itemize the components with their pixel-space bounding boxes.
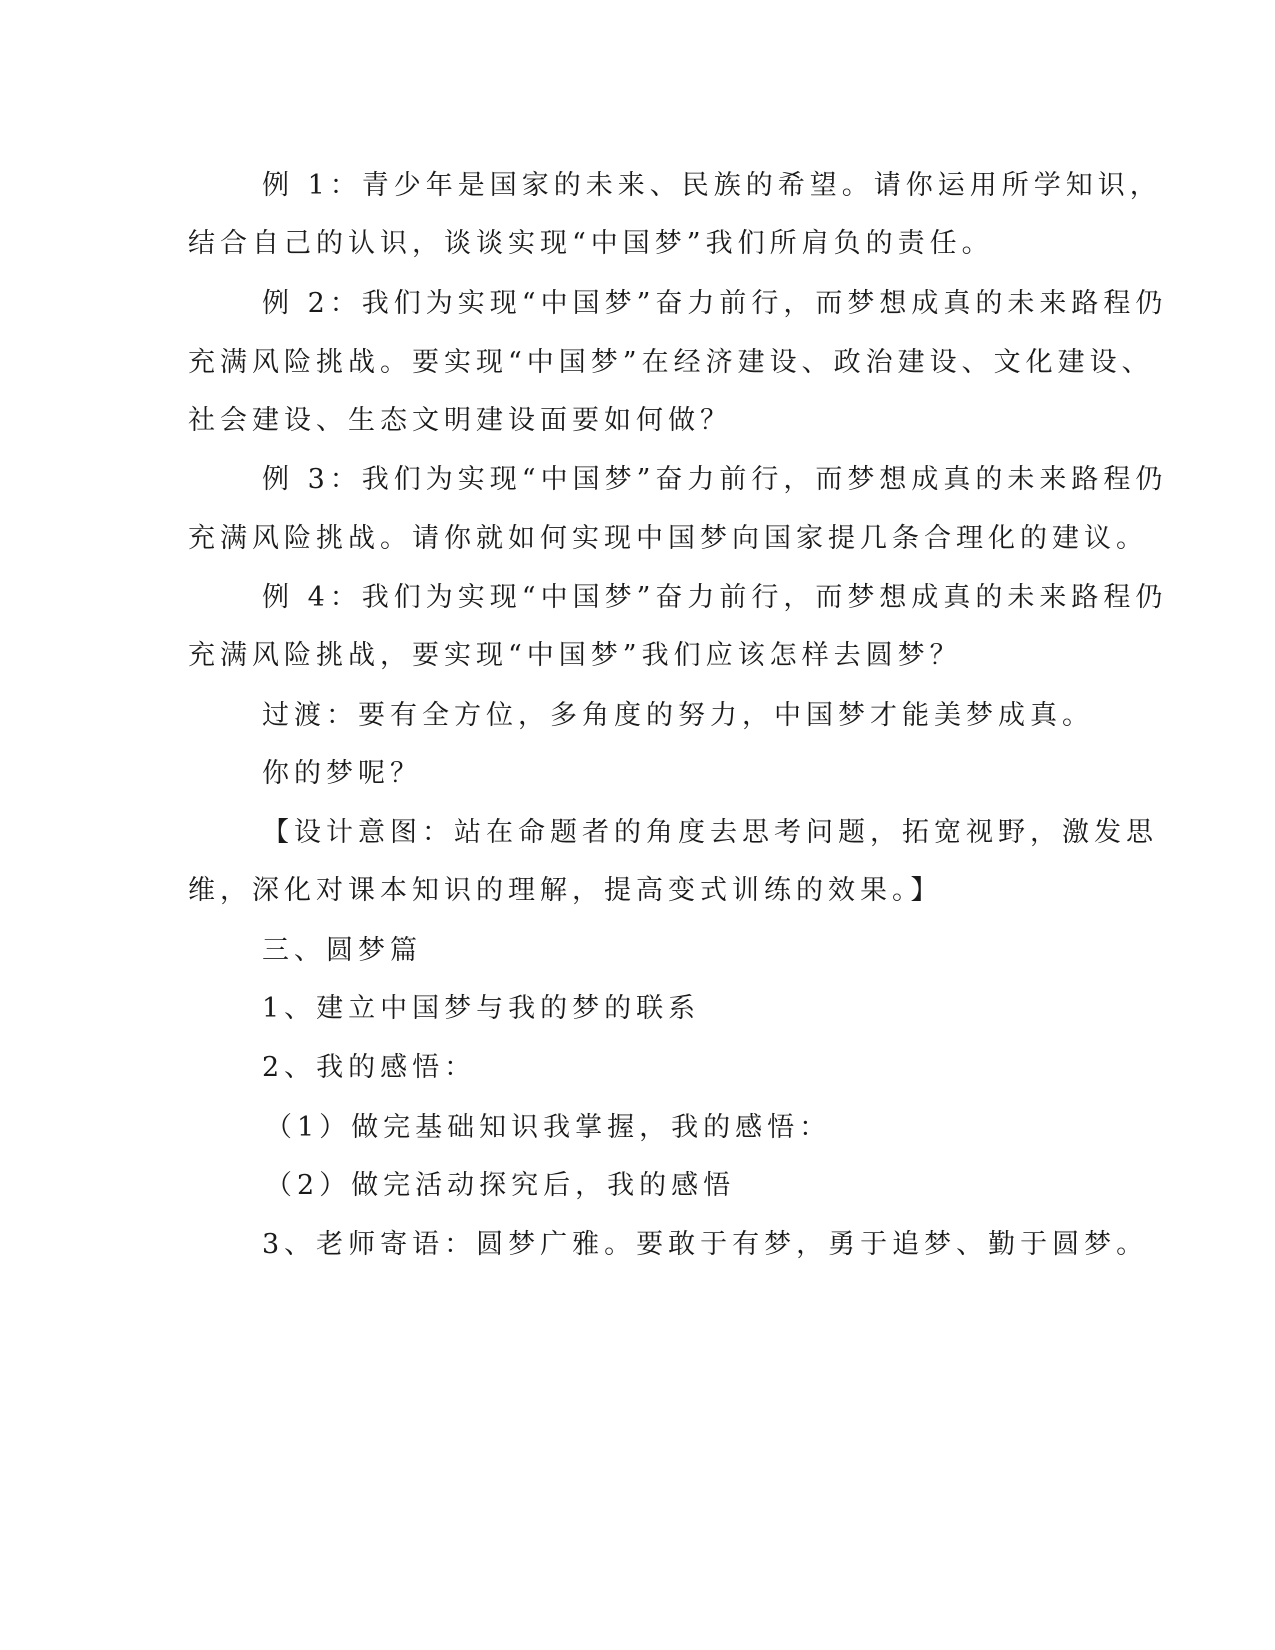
example-1-line-1: 例 1：青少年是国家的未来、民族的希望。请你运用所学知识， [262, 170, 1162, 201]
example-2-line-2: 充满风险挑战。要实现“中国梦”在经济建设、政治建设、文化建设、 [188, 347, 1154, 378]
list-subitem-2-2: （2）做完活动探究后，我的感悟 [265, 1170, 736, 1201]
design-intent-line-1: 【设计意图：站在命题者的角度去思考问题，拓宽视野，激发思 [262, 817, 1158, 848]
example-2-line-1: 例 2：我们为实现“中国梦”奋力前行，而梦想成真的未来路程仍 [262, 288, 1168, 319]
example-3-line-1: 例 3：我们为实现“中国梦”奋力前行，而梦想成真的未来路程仍 [262, 464, 1168, 495]
example-1-line-2: 结合自己的认识，谈谈实现“中国梦”我们所肩负的责任。 [188, 228, 994, 259]
example-4-line-1: 例 4：我们为实现“中国梦”奋力前行，而梦想成真的未来路程仍 [262, 582, 1168, 613]
section-heading-3: 三、圆梦篇 [262, 935, 422, 966]
list-item-3: 3、老师寄语：圆梦广雅。要敢于有梦，勇于追梦、勤于圆梦。 [262, 1229, 1149, 1260]
list-item-2: 2、我的感悟： [262, 1052, 477, 1083]
list-subitem-2-1: （1）做完基础知识我掌握，我的感悟： [265, 1112, 832, 1143]
your-dream-question: 你的梦呢？ [262, 758, 422, 789]
example-3-line-2: 充满风险挑战。请你就如何实现中国梦向国家提几条合理化的建议。 [188, 523, 1148, 554]
example-2-line-3: 社会建设、生态文明建设面要如何做？ [188, 405, 732, 436]
list-item-1: 1、建立中国梦与我的梦的联系 [262, 993, 701, 1024]
example-4-line-2: 充满风险挑战，要实现“中国梦”我们应该怎样去圆梦？ [188, 640, 962, 671]
design-intent-line-2: 维，深化对课本知识的理解，提高变式训练的效果。】 [188, 875, 943, 906]
transition-text: 过渡：要有全方位，多角度的努力，中国梦才能美梦成真。 [262, 700, 1094, 731]
